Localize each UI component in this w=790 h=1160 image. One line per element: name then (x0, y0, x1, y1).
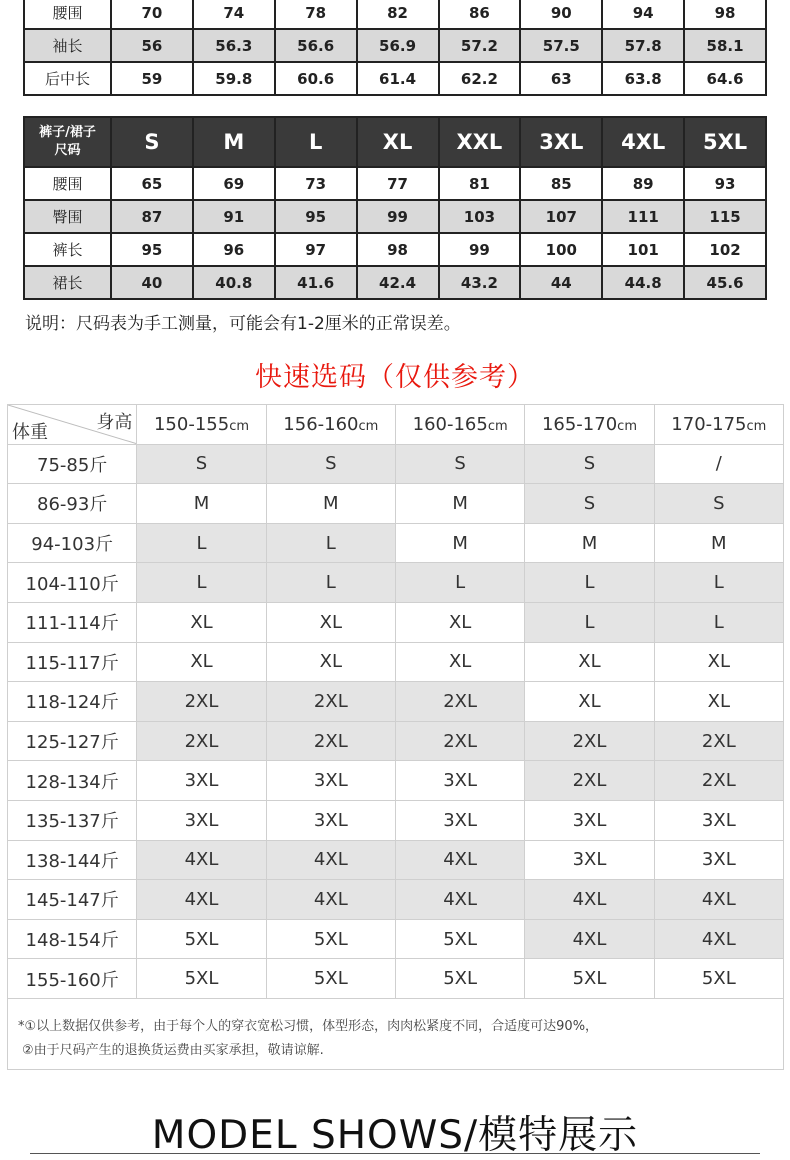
table-cell: 99 (357, 200, 439, 233)
table-cell: 98 (357, 233, 439, 266)
size-cell: 4XL (137, 840, 266, 880)
table-cell: 73 (275, 167, 357, 200)
size-cell: 3XL (654, 840, 783, 880)
size-header: 5XL (684, 117, 766, 167)
size-cell: XL (137, 642, 266, 682)
size-cell: 4XL (266, 880, 395, 920)
size-cell: 3XL (395, 800, 524, 840)
table-cell: 103 (439, 200, 521, 233)
size-cell: 4XL (137, 880, 266, 920)
table-cell: 42.4 (357, 266, 439, 299)
height-range: 160-165 (412, 413, 488, 435)
size-cell: L (137, 523, 266, 563)
size-cell: 3XL (654, 800, 783, 840)
table-cell: 69 (193, 167, 275, 200)
table-cell: 63 (520, 62, 602, 95)
table-cell: 57.5 (520, 29, 602, 62)
height-unit: cm (487, 418, 508, 434)
table-cell: 86 (439, 0, 521, 29)
table-cell: 45.6 (684, 266, 766, 299)
size-cell: 5XL (266, 959, 395, 999)
size-cell: 3XL (525, 840, 654, 880)
weight-label: 111-114斤 (8, 602, 137, 642)
height-header (266, 405, 395, 445)
size-cell: XL (525, 682, 654, 722)
size-cell: M (525, 523, 654, 563)
size-cell: 4XL (525, 880, 654, 920)
table-cell: 63.8 (602, 62, 684, 95)
table-row (8, 563, 784, 603)
measurement-note: 说明：尺码表为手工测量，可能会有1-2厘米的正常误差。 (25, 314, 461, 334)
height-range: 150-155 (153, 413, 230, 435)
table-row (8, 761, 784, 801)
table-row (8, 919, 784, 959)
size-cell: 3XL (266, 761, 395, 801)
table-row (24, 29, 766, 62)
weight-label: 135-137斤 (8, 800, 137, 840)
size-cell: L (266, 523, 395, 563)
size-cell: 5XL (266, 919, 395, 959)
size-cell: 4XL (525, 919, 654, 959)
weight-label: 138-144斤 (8, 840, 137, 880)
size-cell: L (266, 563, 395, 603)
footnote-1: *①以上数据仅供参考，由于每个人的穿衣宽松习惯，体型形态，肉肉松紧度不同，合适度可达90%， (18, 1019, 599, 1034)
table-cell: 101 (602, 233, 684, 266)
quick-select-footnotes (7, 999, 784, 1070)
table-cell: 102 (684, 233, 766, 266)
table-cell: 82 (357, 0, 439, 29)
size-header: XXL (439, 117, 521, 167)
height-header (137, 405, 266, 445)
size-cell: 4XL (654, 919, 783, 959)
table-cell: 62.2 (439, 62, 521, 95)
size-cell: L (525, 602, 654, 642)
corner-weight-label: 体重 (12, 421, 48, 443)
height-header (654, 405, 783, 445)
table-row (8, 959, 784, 999)
size-cell: M (654, 523, 783, 563)
size-cell: 2XL (395, 721, 524, 761)
size-cell: 4XL (266, 840, 395, 880)
size-cell: 2XL (525, 761, 654, 801)
size-cell: L (395, 563, 524, 603)
table-cell: 64.6 (684, 62, 766, 95)
size-header: XL (357, 117, 439, 167)
size-header: L (275, 117, 357, 167)
pants-header-label-line1: 裤子/裙子 (39, 125, 96, 140)
pants-size-table (23, 116, 767, 300)
table-cell: 60.6 (275, 62, 357, 95)
table-cell: 44.8 (602, 266, 684, 299)
size-cell: 4XL (395, 840, 524, 880)
corner-height-label: 身高 (96, 412, 133, 433)
pants-header-label-line2: 尺码 (54, 143, 81, 158)
size-cell: L (654, 602, 783, 642)
table-cell: 70 (111, 0, 193, 29)
table-cell: 89 (602, 167, 684, 200)
size-header: M (193, 117, 275, 167)
size-cell: 5XL (395, 959, 524, 999)
size-cell: 3XL (137, 800, 266, 840)
size-cell: 3XL (266, 800, 395, 840)
size-cell: S (266, 444, 395, 484)
size-cell: 5XL (137, 919, 266, 959)
weight-label: 148-154斤 (8, 919, 137, 959)
weight-label: 104-110斤 (8, 563, 137, 603)
weight-label: 155-160斤 (8, 959, 137, 999)
size-cell: 4XL (654, 880, 783, 920)
size-cell: 2XL (137, 682, 266, 722)
table-row (8, 800, 784, 840)
table-cell: 87 (111, 200, 193, 233)
size-header: 3XL (520, 117, 602, 167)
table-cell: 98 (684, 0, 766, 29)
quick-select-corner (8, 405, 137, 445)
table-row (8, 682, 784, 722)
size-cell: XL (654, 682, 783, 722)
table-cell: 40 (111, 266, 193, 299)
size-cell: XL (395, 642, 524, 682)
size-cell: 2XL (525, 721, 654, 761)
size-cell: XL (266, 602, 395, 642)
row-label: 臀围 (24, 200, 111, 233)
size-header: S (111, 117, 193, 167)
size-cell: / (654, 444, 783, 484)
height-header (525, 405, 654, 445)
table-cell: 74 (193, 0, 275, 29)
size-cell: 2XL (654, 761, 783, 801)
table-cell: 91 (193, 200, 275, 233)
table-cell: 59 (111, 62, 193, 95)
model-shows-heading: MODEL SHOWS/模特展示 (151, 1113, 639, 1158)
table-row (8, 880, 784, 920)
table-cell: 97 (275, 233, 357, 266)
size-cell: XL (395, 602, 524, 642)
table-row (24, 62, 766, 95)
weight-label: 115-117斤 (8, 642, 137, 682)
size-cell: XL (137, 602, 266, 642)
table-cell: 95 (275, 200, 357, 233)
size-cell: L (137, 563, 266, 603)
table-cell: 57.2 (439, 29, 521, 62)
size-cell: M (395, 484, 524, 524)
size-cell: S (525, 484, 654, 524)
weight-label: 145-147斤 (8, 880, 137, 920)
height-unit: cm (617, 418, 637, 434)
row-label: 腰围 (24, 0, 111, 29)
table-row (24, 200, 766, 233)
row-label: 裤长 (24, 233, 111, 266)
size-cell: 4XL (395, 880, 524, 920)
size-cell: M (395, 523, 524, 563)
table-cell: 107 (520, 200, 602, 233)
model-heading-underline (30, 1153, 760, 1154)
table-cell: 43.2 (439, 266, 521, 299)
size-cell: 3XL (395, 761, 524, 801)
table-cell: 57.8 (602, 29, 684, 62)
table-row (8, 444, 784, 484)
size-cell: S (654, 484, 783, 524)
size-cell: XL (266, 642, 395, 682)
weight-label: 128-134斤 (8, 761, 137, 801)
height-range: 156-160 (283, 413, 359, 435)
row-label: 袖长 (24, 29, 111, 62)
size-cell: 5XL (654, 959, 783, 999)
table-row (8, 642, 784, 682)
row-label: 裙长 (24, 266, 111, 299)
size-cell: L (654, 563, 783, 603)
table-cell: 56 (111, 29, 193, 62)
size-cell: 5XL (525, 959, 654, 999)
quick-select-table (7, 404, 784, 999)
table-cell: 40.8 (193, 266, 275, 299)
size-cell: 2XL (266, 721, 395, 761)
table-cell: 99 (439, 233, 521, 266)
table-cell: 81 (439, 167, 521, 200)
height-unit: cm (358, 418, 379, 434)
weight-label: 125-127斤 (8, 721, 137, 761)
size-cell: XL (525, 642, 654, 682)
size-cell: 5XL (137, 959, 266, 999)
weight-label: 118-124斤 (8, 682, 137, 722)
table-cell: 77 (357, 167, 439, 200)
size-cell: 2XL (137, 721, 266, 761)
size-cell: S (137, 444, 266, 484)
size-cell: L (525, 563, 654, 603)
table-cell: 94 (602, 0, 684, 29)
top-size-table (23, 0, 767, 96)
table-cell: 95 (111, 233, 193, 266)
table-cell: 115 (684, 200, 766, 233)
weight-label: 94-103斤 (8, 523, 137, 563)
size-cell: M (266, 484, 395, 524)
table-row (8, 721, 784, 761)
height-range: 170-175 (671, 413, 747, 435)
quick-select-title: 快速选码（仅供参考） (255, 362, 535, 393)
footnote-2: ②由于尺码产生的退换货运费由买家承担，敬请谅解. (22, 1043, 324, 1058)
table-row (24, 266, 766, 299)
table-cell: 96 (193, 233, 275, 266)
size-cell: 3XL (525, 800, 654, 840)
height-range: 165-170 (541, 413, 618, 435)
table-row (8, 840, 784, 880)
height-unit: cm (746, 418, 767, 434)
table-cell: 93 (684, 167, 766, 200)
size-cell: S (525, 444, 654, 484)
weight-label: 75-85斤 (8, 444, 137, 484)
size-cell: 2XL (654, 721, 783, 761)
size-cell: 5XL (395, 919, 524, 959)
size-cell: M (137, 484, 266, 524)
table-cell: 61.4 (357, 62, 439, 95)
size-cell: 2XL (266, 682, 395, 722)
table-cell: 56.6 (275, 29, 357, 62)
table-row (24, 233, 766, 266)
table-cell: 85 (520, 167, 602, 200)
table-cell: 56.9 (357, 29, 439, 62)
table-cell: 59.8 (193, 62, 275, 95)
table-cell: 56.3 (193, 29, 275, 62)
size-cell: XL (654, 642, 783, 682)
table-cell: 100 (520, 233, 602, 266)
table-cell: 65 (111, 167, 193, 200)
height-unit: cm (229, 418, 249, 434)
size-cell: 3XL (137, 761, 266, 801)
table-cell: 58.1 (684, 29, 766, 62)
pants-header-label (24, 117, 111, 167)
row-label: 后中长 (24, 62, 111, 95)
table-cell: 90 (520, 0, 602, 29)
table-row (24, 0, 766, 29)
weight-label: 86-93斤 (8, 484, 137, 524)
size-cell: S (395, 444, 524, 484)
table-cell: 78 (275, 0, 357, 29)
table-cell: 44 (520, 266, 602, 299)
table-row (8, 602, 784, 642)
size-cell: 2XL (395, 682, 524, 722)
size-header: 4XL (602, 117, 684, 167)
table-row (8, 484, 784, 524)
row-label: 腰围 (24, 167, 111, 200)
table-cell: 111 (602, 200, 684, 233)
height-header (395, 405, 524, 445)
table-row (8, 523, 784, 563)
table-row (24, 167, 766, 200)
table-cell: 41.6 (275, 266, 357, 299)
